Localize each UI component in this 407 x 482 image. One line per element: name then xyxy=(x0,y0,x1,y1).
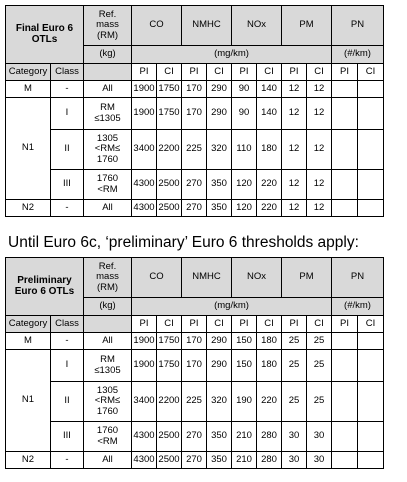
table-row xyxy=(6,382,384,422)
value-cell: 290 xyxy=(207,81,232,98)
class-cell: III xyxy=(51,170,84,200)
value-cell: 25 xyxy=(307,333,332,350)
value-cell: 180 xyxy=(257,333,282,350)
value-cell: 12 xyxy=(282,81,307,98)
value-cell: 12 xyxy=(282,170,307,200)
ci-header: CI xyxy=(307,316,332,333)
pollutant-header-nox: NOx xyxy=(232,6,282,46)
value-cell: 150 xyxy=(232,350,257,382)
value-cell: 4300 xyxy=(132,170,157,200)
table-row xyxy=(6,333,384,350)
value-cell: 280 xyxy=(257,452,282,469)
value-cell: 30 xyxy=(307,452,332,469)
mass-cell xyxy=(84,130,132,170)
pollutant-header-pm: PM xyxy=(282,6,332,46)
mass-cell xyxy=(84,170,132,200)
value-cell: 350 xyxy=(207,200,232,217)
value-cell xyxy=(358,350,384,382)
cropped-previous-text xyxy=(0,0,407,3)
class-cell: II xyxy=(51,130,84,170)
class-cell: - xyxy=(51,81,84,98)
value-cell: 25 xyxy=(307,382,332,422)
value-cell: 350 xyxy=(207,170,232,200)
ci-header: CI xyxy=(358,64,384,81)
mass-line: <RM xyxy=(97,435,118,447)
class-cell: - xyxy=(51,200,84,217)
value-cell: 110 xyxy=(232,130,257,170)
value-cell: 210 xyxy=(232,422,257,452)
category-cell: M xyxy=(6,81,51,98)
value-cell xyxy=(332,81,358,98)
value-cell: 25 xyxy=(282,382,307,422)
class-cell: I xyxy=(51,98,84,130)
table-row xyxy=(6,170,384,200)
table-row xyxy=(6,350,384,382)
pi-header: PI xyxy=(332,64,358,81)
value-cell: 12 xyxy=(307,130,332,170)
pi-header: PI xyxy=(282,64,307,81)
value-cell xyxy=(358,382,384,422)
value-cell: 1900 xyxy=(132,81,157,98)
value-cell: 1900 xyxy=(132,333,157,350)
ref-mass-line: (RM) xyxy=(96,281,119,293)
value-cell: 2500 xyxy=(157,452,182,469)
value-cell xyxy=(358,333,384,350)
ref-mass-line: mass xyxy=(96,271,119,283)
category-cell: N1 xyxy=(6,350,51,452)
pi-header: PI xyxy=(232,64,257,81)
category-cell: M xyxy=(6,333,51,350)
value-cell xyxy=(332,98,358,130)
value-cell xyxy=(332,170,358,200)
value-cell: 290 xyxy=(207,98,232,130)
value-cell xyxy=(332,422,358,452)
value-cell: 25 xyxy=(282,333,307,350)
pi-header: PI xyxy=(132,316,157,333)
pollutant-header-co: CO xyxy=(132,6,182,46)
value-cell xyxy=(358,98,384,130)
mass-line: All xyxy=(102,453,113,465)
mass-line: 1760 xyxy=(96,425,119,437)
value-cell: 320 xyxy=(207,130,232,170)
pollutant-header-nox: NOx xyxy=(232,258,282,298)
ci-header: CI xyxy=(257,64,282,81)
class-header: Class xyxy=(51,316,84,333)
pollutant-header-nmhc: NMHC xyxy=(182,6,232,46)
value-cell: 350 xyxy=(207,422,232,452)
value-cell: 30 xyxy=(307,422,332,452)
pi-header: PI xyxy=(132,64,157,81)
ref-mass-line: (RM) xyxy=(96,29,119,41)
pollutant-header-nmhc: NMHC xyxy=(182,258,232,298)
value-cell: 170 xyxy=(182,350,207,382)
mass-line: RM xyxy=(100,102,115,114)
table-row xyxy=(6,422,384,452)
table-title-line: Final Euro 6 xyxy=(15,22,74,34)
ci-header: CI xyxy=(207,316,232,333)
mass-line: <RM≤ xyxy=(94,143,121,155)
value-cell xyxy=(358,200,384,217)
mass-line: 1760 xyxy=(96,153,119,165)
class-cell: III xyxy=(51,422,84,452)
value-cell: 140 xyxy=(257,98,282,130)
value-cell: 12 xyxy=(307,170,332,200)
value-cell: 12 xyxy=(307,98,332,130)
value-cell: 90 xyxy=(232,81,257,98)
value-cell xyxy=(358,81,384,98)
value-cell: 1750 xyxy=(157,81,182,98)
mass-line: All xyxy=(102,334,113,346)
mass-line: <RM xyxy=(97,183,118,195)
value-cell: 1750 xyxy=(157,98,182,130)
class-header: Class xyxy=(51,64,84,81)
value-cell: 225 xyxy=(182,130,207,170)
value-cell: 12 xyxy=(307,200,332,217)
table-title xyxy=(6,6,84,64)
table-row xyxy=(6,452,384,469)
value-cell xyxy=(332,452,358,469)
mass-cell xyxy=(84,333,132,350)
ref-mass-line: mass xyxy=(96,19,119,31)
mass-line: ≤1305 xyxy=(94,364,121,376)
value-cell: 120 xyxy=(232,200,257,217)
category-header: Category xyxy=(6,316,51,333)
mass-line: 1305 xyxy=(96,133,119,145)
mass-line: RM xyxy=(100,354,115,366)
final-euro6-otl-table xyxy=(5,5,384,217)
ref-mass-header xyxy=(84,6,132,46)
mass-line: All xyxy=(102,82,113,94)
mass-cell xyxy=(84,81,132,98)
class-cell: II xyxy=(51,382,84,422)
blank-header xyxy=(84,316,132,333)
table-row xyxy=(6,200,384,217)
mass-line: ≤1305 xyxy=(94,112,121,124)
mass-cell xyxy=(84,350,132,382)
value-cell: 4300 xyxy=(132,200,157,217)
value-cell: 320 xyxy=(207,382,232,422)
value-cell: 12 xyxy=(282,98,307,130)
value-cell: 2500 xyxy=(157,422,182,452)
ci-header: CI xyxy=(207,64,232,81)
unit-mg-km: (mg/km) xyxy=(132,298,332,316)
pollutant-header-pn: PN xyxy=(332,6,384,46)
value-cell xyxy=(332,382,358,422)
value-cell: 350 xyxy=(207,452,232,469)
mass-cell xyxy=(84,422,132,452)
table-title-line: Preliminary xyxy=(17,274,72,286)
value-cell: 4300 xyxy=(132,422,157,452)
mass-cell xyxy=(84,200,132,217)
value-cell: 2200 xyxy=(157,130,182,170)
class-cell: - xyxy=(51,333,84,350)
mass-line: 1760 xyxy=(96,173,119,185)
value-cell: 180 xyxy=(257,130,282,170)
class-cell: I xyxy=(51,350,84,382)
value-cell: 270 xyxy=(182,452,207,469)
value-cell: 12 xyxy=(282,130,307,170)
pi-header: PI xyxy=(282,316,307,333)
unit-ref-mass: (kg) xyxy=(84,46,132,64)
class-cell: - xyxy=(51,452,84,469)
category-cell: N2 xyxy=(6,200,51,217)
value-cell: 1750 xyxy=(157,350,182,382)
value-cell: 180 xyxy=(257,350,282,382)
value-cell: 1900 xyxy=(132,350,157,382)
pollutant-header-co: CO xyxy=(132,258,182,298)
value-cell xyxy=(332,130,358,170)
ref-mass-header xyxy=(84,258,132,298)
value-cell: 90 xyxy=(232,98,257,130)
value-cell: 120 xyxy=(232,170,257,200)
value-cell: 12 xyxy=(282,200,307,217)
value-cell: 25 xyxy=(307,350,332,382)
unit-ref-mass: (kg) xyxy=(84,298,132,316)
blank-header xyxy=(84,64,132,81)
value-cell: 270 xyxy=(182,200,207,217)
mass-cell xyxy=(84,382,132,422)
pi-header: PI xyxy=(232,316,257,333)
value-cell: 220 xyxy=(257,200,282,217)
pollutant-header-pn: PN xyxy=(332,258,384,298)
unit-pn: (#/km) xyxy=(332,46,384,64)
table-row xyxy=(6,81,384,98)
value-cell xyxy=(358,452,384,469)
value-cell: 2500 xyxy=(157,200,182,217)
value-cell: 270 xyxy=(182,422,207,452)
mass-line: <RM≤ xyxy=(94,395,121,407)
value-cell xyxy=(332,333,358,350)
value-cell: 4300 xyxy=(132,452,157,469)
mass-cell xyxy=(84,452,132,469)
mass-line: 1305 xyxy=(96,385,119,397)
value-cell xyxy=(332,200,358,217)
table-title xyxy=(6,258,84,316)
ci-header: CI xyxy=(358,316,384,333)
value-cell: 2200 xyxy=(157,382,182,422)
value-cell: 3400 xyxy=(132,130,157,170)
ci-header: CI xyxy=(307,64,332,81)
category-cell: N1 xyxy=(6,98,51,200)
category-header: Category xyxy=(6,64,51,81)
value-cell xyxy=(358,422,384,452)
value-cell: 30 xyxy=(282,422,307,452)
table-row xyxy=(6,98,384,130)
mass-cell xyxy=(84,98,132,130)
unit-pn: (#/km) xyxy=(332,298,384,316)
value-cell: 170 xyxy=(182,98,207,130)
ci-header: CI xyxy=(157,316,182,333)
pollutant-header-pm: PM xyxy=(282,258,332,298)
value-cell: 30 xyxy=(282,452,307,469)
value-cell: 3400 xyxy=(132,382,157,422)
table-title-line: OTLs xyxy=(31,33,58,45)
value-cell: 280 xyxy=(257,422,282,452)
unit-mg-km: (mg/km) xyxy=(132,46,332,64)
value-cell: 220 xyxy=(257,382,282,422)
transition-note: Until Euro 6c, ‘preliminary’ Euro 6 thresholds apply: xyxy=(8,234,359,251)
pi-header: PI xyxy=(332,316,358,333)
value-cell: 220 xyxy=(257,170,282,200)
value-cell: 1750 xyxy=(157,333,182,350)
value-cell: 150 xyxy=(232,333,257,350)
value-cell: 210 xyxy=(232,452,257,469)
ref-mass-line: Ref. xyxy=(98,261,117,273)
mass-line: All xyxy=(102,201,113,213)
pi-header: PI xyxy=(182,316,207,333)
ci-header: CI xyxy=(257,316,282,333)
pi-header: PI xyxy=(182,64,207,81)
value-cell: 290 xyxy=(207,333,232,350)
value-cell xyxy=(358,170,384,200)
value-cell xyxy=(332,350,358,382)
value-cell: 270 xyxy=(182,170,207,200)
value-cell: 190 xyxy=(232,382,257,422)
table-title-line: Euro 6 OTLs xyxy=(14,285,75,297)
value-cell: 170 xyxy=(182,333,207,350)
value-cell: 170 xyxy=(182,81,207,98)
value-cell: 12 xyxy=(307,81,332,98)
value-cell: 225 xyxy=(182,382,207,422)
preliminary-euro6-otl-table xyxy=(5,257,384,469)
value-cell: 2500 xyxy=(157,170,182,200)
value-cell: 1900 xyxy=(132,98,157,130)
value-cell: 290 xyxy=(207,350,232,382)
ref-mass-line: Ref. xyxy=(98,9,117,21)
value-cell: 25 xyxy=(282,350,307,382)
mass-line: 1760 xyxy=(96,405,119,417)
category-cell: N2 xyxy=(6,452,51,469)
value-cell xyxy=(358,130,384,170)
table-row xyxy=(6,130,384,170)
value-cell: 140 xyxy=(257,81,282,98)
ci-header: CI xyxy=(157,64,182,81)
